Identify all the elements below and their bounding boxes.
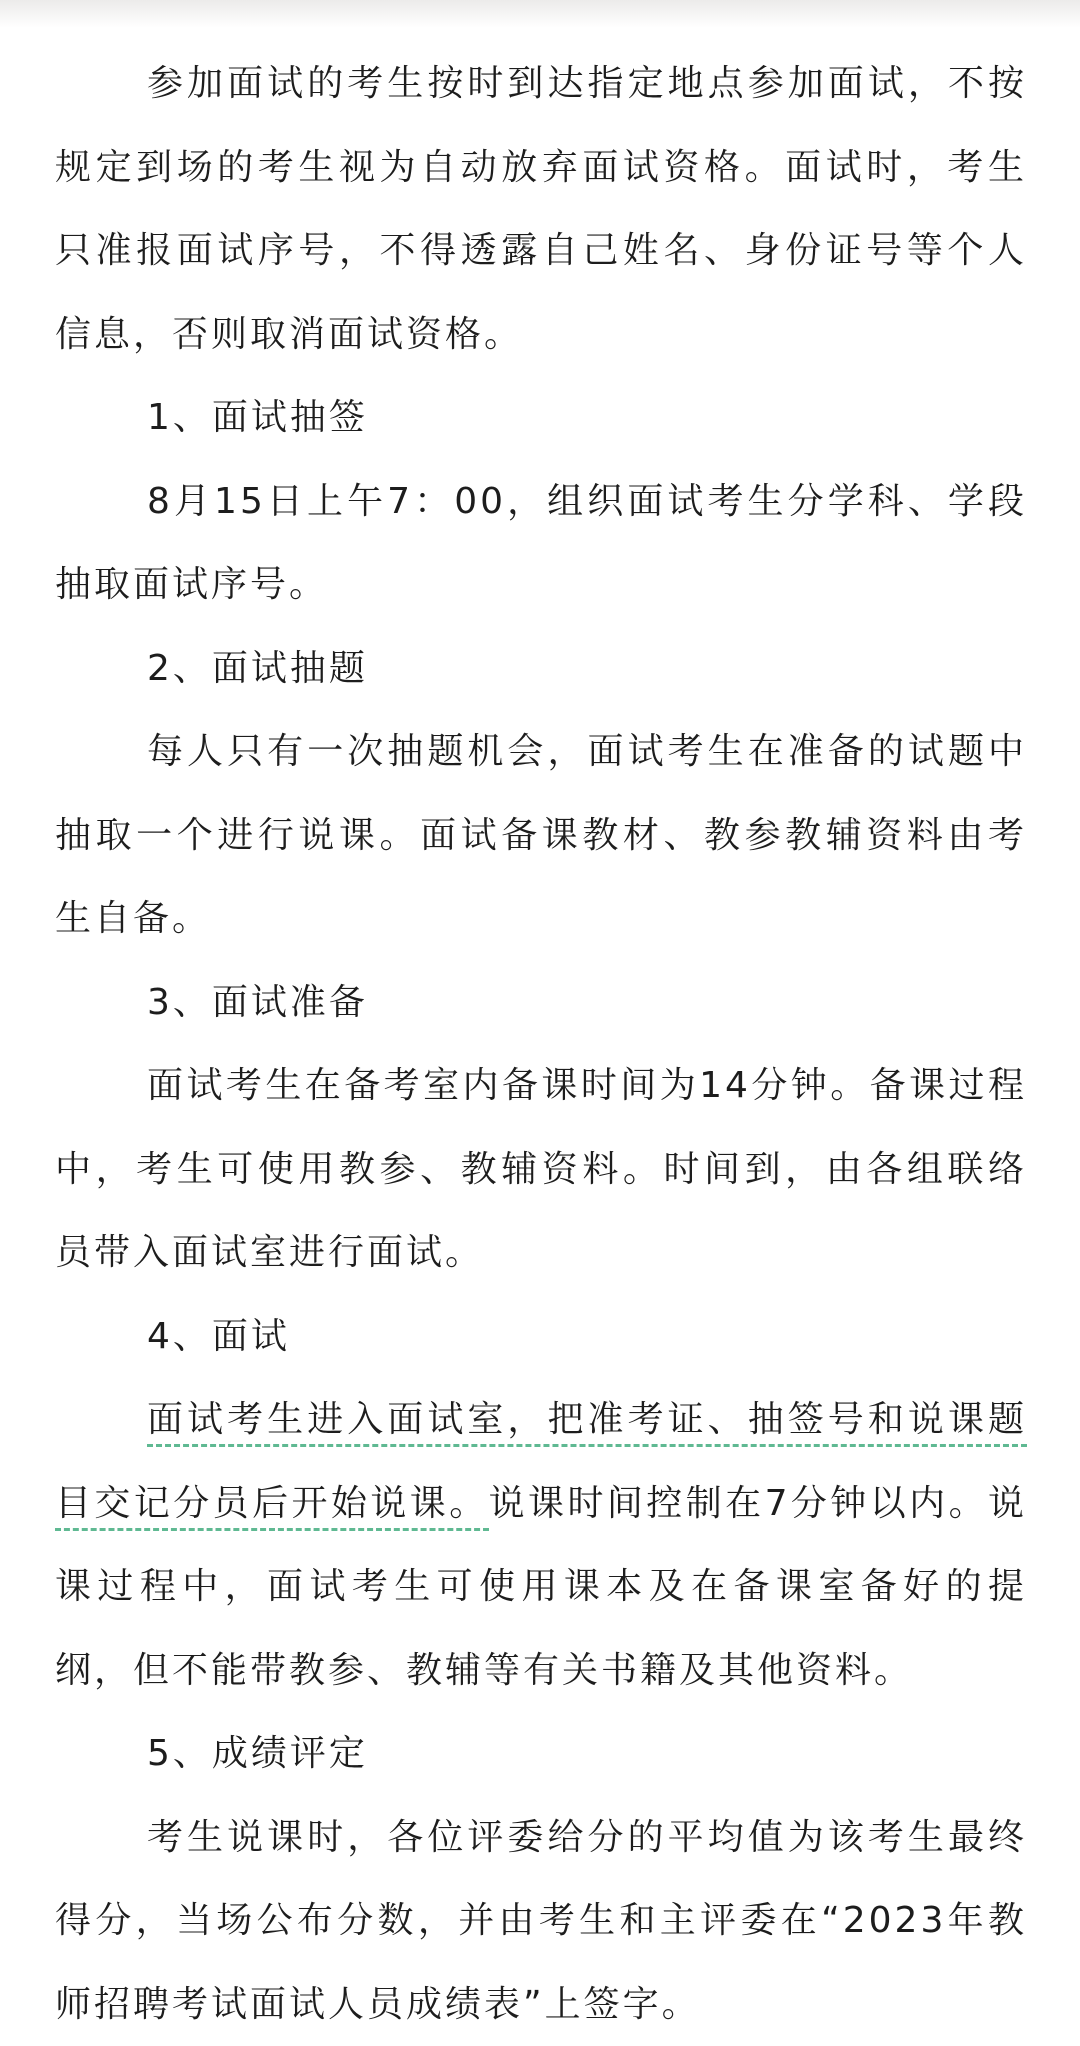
- paragraph-question-draw: 每人只有一次抽题机会，面试考生在准备的试题中抽取一个进行说课。面试备课教材、教参教辅资料由考生自备。: [55, 710, 1027, 961]
- heading-scoring: 5、成绩评定: [55, 1712, 1027, 1796]
- paragraph-scoring: 考生说课时，各位评委给分的平均值为该考生最终得分，当场公布分数，并由考生和主评委在“2023年教师招聘考试面试人员成绩表”上签字。: [55, 1796, 1027, 2046]
- paragraph-interview-rest: 说课时间控制在7分钟以内。说课过程中，面试考生可使用课本及在备课室备好的提纲，但不能带教参、教辅等有关书籍及其他资料。: [55, 1483, 1027, 1691]
- top-shadow: [0, 0, 1080, 28]
- paragraph-intro: 参加面试的考生按时到达指定地点参加面试，不按规定到场的考生视为自动放弃面试资格。面试时，考生只准报面试序号，不得透露自己姓名、身份证号等个人信息，否则取消面试资格。: [55, 42, 1027, 376]
- paragraph-preparation: 面试考生在备考室内备课时间为14分钟。备课过程中，考生可使用教参、教辅资料。时间到，由各组联络员带入面试室进行面试。: [55, 1044, 1027, 1295]
- article-body: [55, 42, 1027, 2046]
- heading-interview: 4、面试: [55, 1295, 1027, 1379]
- underlined-text[interactable]: 面试考生进入面试室，把准考证、抽签号和说课题目交记分员后开始说课。: [55, 1399, 1027, 1531]
- paragraph-lottery: 8月15日上午7：00，组织面试考生分学科、学段抽取面试序号。: [55, 460, 1027, 627]
- heading-lottery: 1、面试抽签: [55, 376, 1027, 460]
- heading-question-draw: 2、面试抽题: [55, 627, 1027, 711]
- paragraph-interview: [55, 1378, 1027, 1712]
- heading-preparation: 3、面试准备: [55, 961, 1027, 1045]
